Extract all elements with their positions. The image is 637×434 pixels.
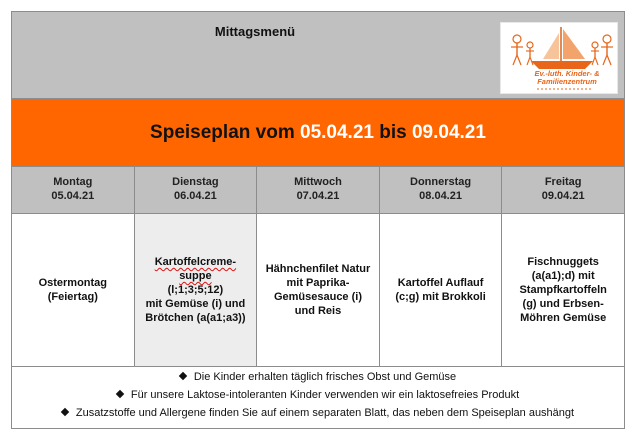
meals-row (12, 214, 624, 367)
day-date: 05.04.21 (51, 190, 95, 202)
meal-line: (a(a1);d) mit (531, 270, 595, 282)
logo-text-line2: Familienzentrum (537, 77, 597, 86)
meal-friday (502, 214, 624, 366)
meal-line: und Reis (294, 305, 342, 317)
menu-title: Mittagsmenü (214, 24, 296, 39)
meal-wednesday (257, 214, 380, 366)
plan-start-date: 05.04.21 (300, 121, 374, 143)
day-date: 06.04.21 (173, 190, 217, 202)
meal-tuesday (135, 214, 258, 366)
day-name: Dienstag (172, 176, 219, 188)
note-item (12, 368, 624, 386)
meal-line: Stampfkartoffeln (519, 284, 607, 296)
meal-line: mit Gemüse (i) und (145, 298, 246, 310)
day-date: 08.04.21 (419, 190, 462, 202)
logo-text-line1: Ev.-luth. Kinder- & (534, 69, 600, 78)
day-date: 09.04.21 (541, 190, 585, 202)
plan-title (150, 122, 486, 144)
meal-line: mit Paprika- (286, 277, 350, 289)
plan-title-middle: bis (373, 121, 412, 143)
meal-line: Möhren Gemüse (520, 312, 607, 324)
day-header-friday (502, 167, 624, 213)
day-name: Mittwoch (294, 176, 342, 188)
diamond-bullet-icon (116, 390, 124, 398)
day-name: Freitag (544, 176, 582, 188)
meal-line: Fischnuggets (527, 256, 599, 268)
note-item (12, 386, 624, 404)
meal-line: Kartoffelcreme- (154, 256, 237, 268)
meal-line: Kartoffel Auflauf (397, 277, 484, 289)
note-item (12, 404, 624, 422)
meal-line: Ostermontag (38, 277, 108, 289)
diamond-bullet-icon (61, 408, 69, 416)
day-name: Montag (53, 176, 93, 188)
meal-line: Gemüsesauce (i) (273, 291, 362, 303)
meal-thursday (380, 214, 503, 366)
day-name: Donnerstag (410, 176, 472, 188)
header-bar (12, 12, 624, 99)
logo-text (519, 70, 615, 86)
meal-line: Hähnchenfilet Natur (265, 263, 371, 275)
meal-line-misspelled-part: suppe (179, 270, 212, 282)
plan-end-date: 09.04.21 (411, 121, 486, 143)
menu-sheet (11, 11, 625, 429)
day-header-thursday (380, 167, 503, 213)
meal-line-rest: (l;1;3;5;12) (167, 284, 224, 296)
meal-line: (c;g) mit Brokkoli (395, 291, 486, 303)
day-header-monday (12, 167, 135, 213)
weekday-header-row (12, 167, 624, 214)
note-text: Zusatzstoffe und Allergene finden Sie auf einem separaten Blatt, das neben dem Speiseplan aushängt (75, 407, 575, 419)
note-text: Die Kinder erhalten täglich frisches Obst und Gemüse (193, 371, 457, 383)
meal-monday (12, 214, 135, 366)
plan-title-prefix: Speiseplan vom (150, 121, 300, 143)
meal-line: (g) und Erbsen- (522, 298, 604, 310)
meal-line: (Feiertag) (47, 291, 98, 303)
day-header-tuesday (135, 167, 258, 213)
notes-section (12, 368, 624, 422)
diamond-bullet-icon (179, 372, 187, 380)
day-date: 07.04.21 (296, 190, 340, 202)
plan-title-band (12, 99, 624, 167)
family-center-logo (500, 22, 618, 94)
meal-line (145, 269, 245, 297)
meal-line: Brötchen (a(a1;a3)) (145, 312, 246, 324)
note-text: Für unsere Laktose-intoleranten Kinder verwenden wir ein laktosefreies Produkt (130, 389, 520, 401)
day-header-wednesday (257, 167, 380, 213)
